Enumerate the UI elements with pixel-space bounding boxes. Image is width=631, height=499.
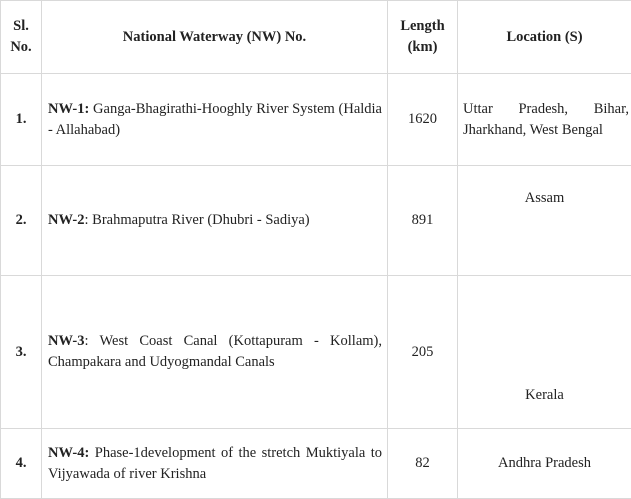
header-length: Length (km) [388,1,458,74]
header-location: Location (S) [458,1,631,74]
row-4-sl: 4. [1,429,42,499]
row-3-code: NW-3 [48,333,85,349]
row-1-location: Uttar Pradesh, Bihar, Jharkhand, West Bengal [458,99,631,141]
table-row [1,166,631,276]
row-3-location: Kerala [458,385,631,428]
row-3-desc-cell [42,276,388,429]
row-2-code: NW-2 [48,212,85,228]
row-2-sl: 2. [1,166,42,276]
row-4-desc-cell [42,429,388,499]
row-1-length: 1620 [388,74,458,166]
row-1-sl: 1. [1,74,42,166]
row-2-desc: : Brahmaputra River (Dhubri - Sadiya) [85,212,310,228]
header-sl: Sl. No. [1,1,42,74]
row-4-code: NW-4: [48,445,89,461]
table-row [1,429,631,499]
table-row [1,276,631,429]
row-2-length: 891 [388,166,458,276]
header-row [1,1,631,74]
row-2-desc-cell [42,166,388,276]
row-3-desc: : West Coast Canal (Kottapuram - Kollam), Champakara and Udyogmandal Canals [48,333,382,370]
row-3-length: 205 [388,276,458,429]
row-1-desc-cell [42,74,388,166]
row-2-location: Assam [458,166,631,209]
row-4-location-cell [458,429,631,499]
header-nw: National Waterway (NW) No. [42,1,388,74]
row-4-length: 82 [388,429,458,499]
row-1-desc: Ganga-Bhagirathi-Hooghly River System (Haldia - Allahabad) [48,101,382,138]
row-1-location-cell [458,74,631,166]
row-3-sl: 3. [1,276,42,429]
row-4-desc: Phase-1development of the stretch Muktiyala to Vijyawada of river Krishna [48,445,382,482]
row-1-code: NW-1: [48,101,89,117]
row-4-location: Andhra Pradesh [458,453,631,474]
row-2-location-cell [458,166,631,276]
row-3-location-cell [458,276,631,429]
table-row [1,74,631,166]
